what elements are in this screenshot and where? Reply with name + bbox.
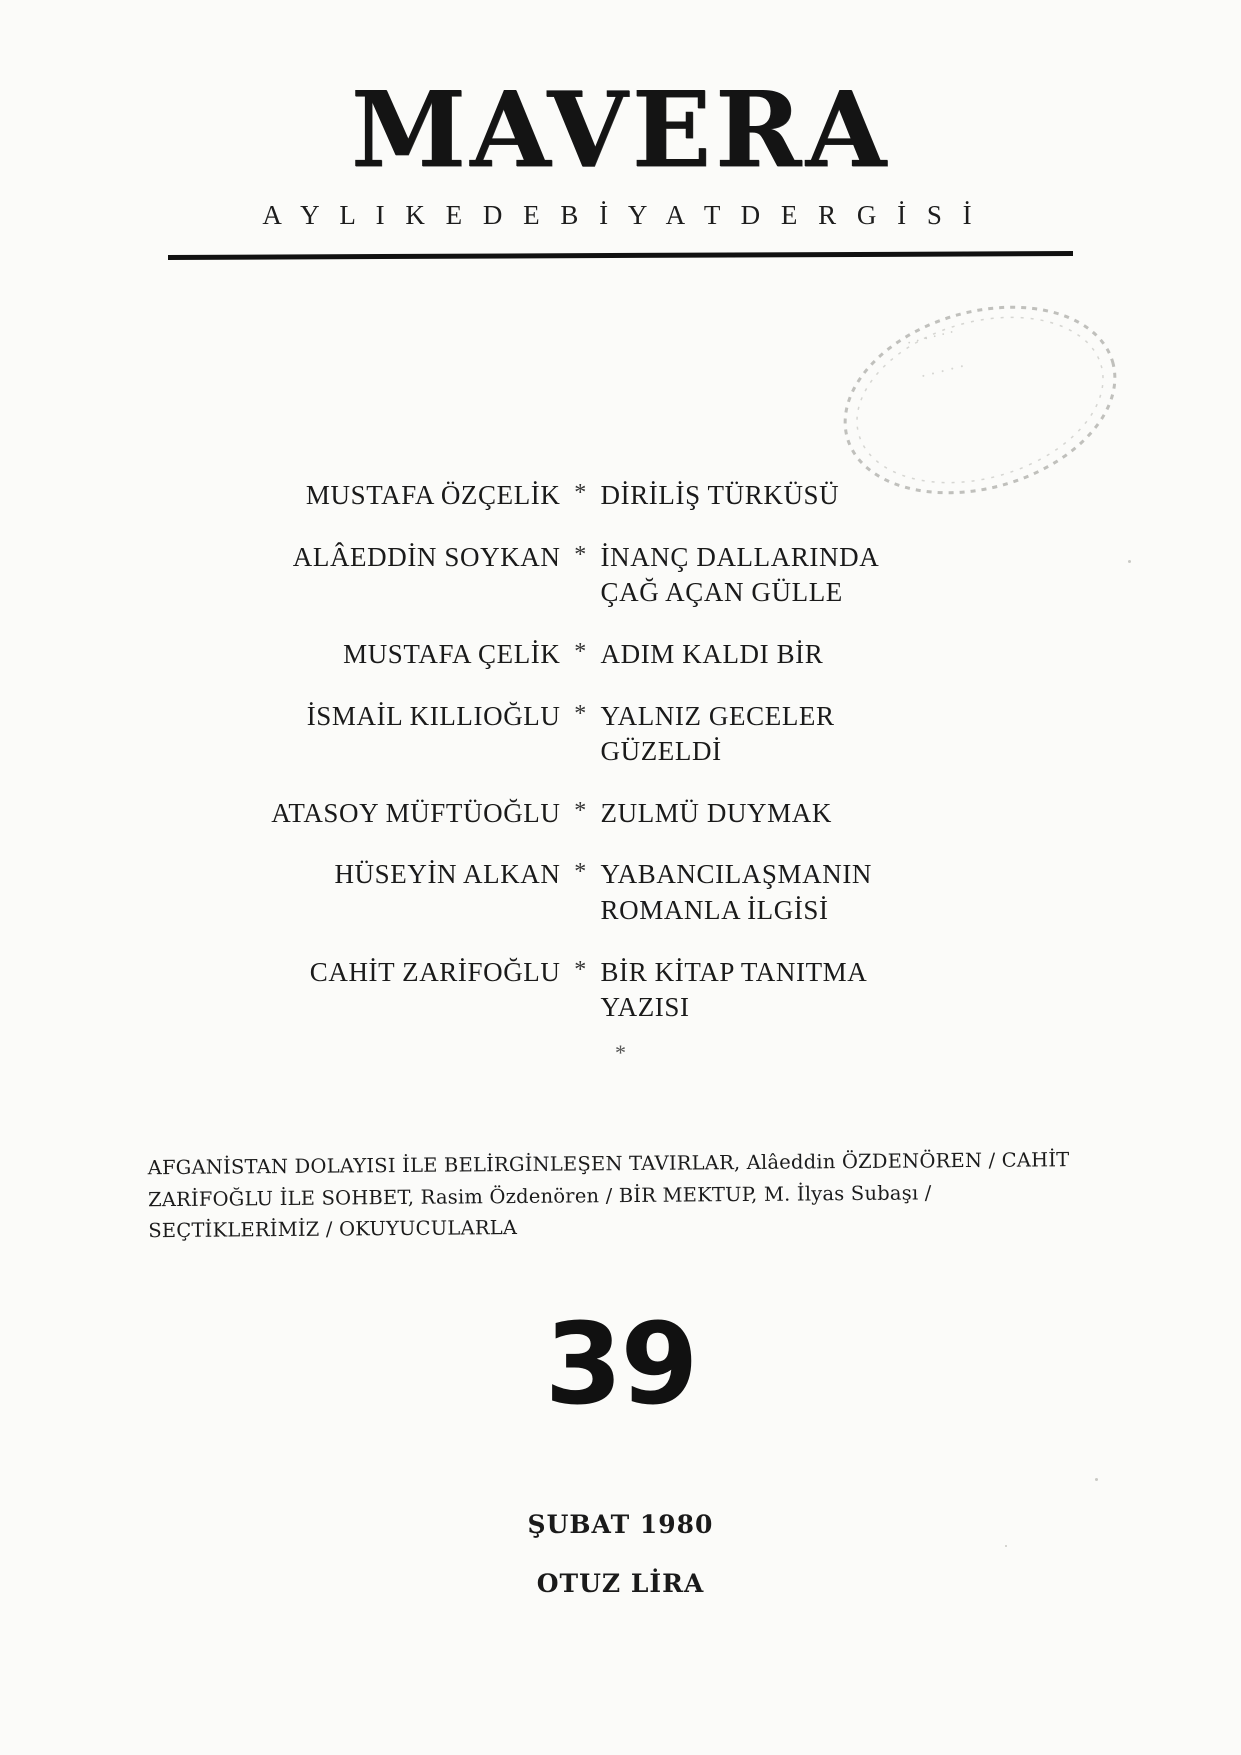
masthead [0,0,1241,258]
toc-author: MUSTAFA ÇELİK [343,638,561,669]
toc-title [601,540,1031,637]
toc-title-line-1: ADIM KALDI BİR [600,638,824,669]
toc-title-line-1: ZULMÜ DUYMAK [600,797,832,828]
toc-title [601,637,1031,699]
scan-speck [1128,560,1131,563]
toc-separator-star: * [574,859,587,886]
toc-title [601,699,1031,796]
toc-table [211,478,1031,1052]
other-contents-paragraph: AFGANİSTAN DOLAYISI İLE BELİRGİNLEŞEN TAVIRLAR, Alâeddin ÖZDENÖREN / CAHİT ZARİFOĞLU İLE SOHBET, Rasim Özdenören / BİR MEKTUP, M. İlyas Subaşı / SEÇTİKLERİMİZ / OKUYUCULARLA [147,1148,1070,1243]
toc-author: HÜSEYİN ALKAN [334,859,561,890]
table-row [211,857,1031,954]
toc-author: MUSTAFA ÖZÇELİK [305,480,561,510]
toc-title-line-2: GÜZELDİ [600,736,722,767]
toc-title [601,478,1031,540]
toc-title-line-1: YABANCILAŞMANIN [600,859,873,890]
table-row [211,478,1031,540]
toc-separator-star: * [574,956,587,983]
toc-author: ALÂEDDİN SOYKAN [292,541,561,572]
toc-title-line-1: İNANÇ DALLARINDA [600,541,880,572]
svg-text:· · · · ·: · · · · · [918,356,967,386]
table-of-contents [0,478,1241,1052]
toc-separator-star: * [574,700,587,727]
scan-speck [1095,1478,1098,1481]
table-row [211,955,1031,1052]
toc-title [601,857,1031,954]
magazine-subtitle: A Y L I K E D E B İ Y A T D E R G İ S İ [262,200,979,230]
toc-title-line-1: BİR KİTAP TANITMA [600,956,868,987]
toc-title [601,955,1031,1052]
table-row [211,540,1031,637]
toc-author: İSMAİL KILLIOĞLU [306,700,561,731]
section-divider-star: * [615,1040,626,1065]
magazine-title: MAVERA [350,68,891,191]
toc-separator-star: * [574,797,587,824]
toc-separator-star: * [574,480,587,506]
toc-title-line-2: ÇAĞ AÇAN GÜLLE [600,577,843,608]
toc-title-line-2: ROMANLA İLGİSİ [600,895,829,925]
table-row [211,637,1031,699]
toc-separator-star: * [574,638,587,665]
header-divider-rule [168,251,1073,260]
toc-separator-star: * [574,541,587,568]
table-row [211,796,1031,858]
toc-title [601,796,1031,858]
issue-date: ŞUBAT 1980 [527,1510,714,1539]
svg-text:· · · · · ·: · · · · · · [905,324,957,352]
toc-author: ATASOY MÜFTÜOĞLU [271,797,561,828]
toc-title-line-1: DİRİLİŞ TÜRKÜSÜ [600,480,840,510]
footer [0,1510,1241,1598]
issue-price: OTUZ LİRA [536,1569,705,1598]
scan-speck [1005,1545,1007,1547]
toc-author: CAHİT ZARİFOĞLU [309,956,561,987]
issue-number: 39 [544,1300,697,1430]
table-row [211,699,1031,796]
toc-title-line-2: YAZISI [600,992,690,1023]
toc-title-line-1: YALNIZ GECELER [600,700,835,731]
